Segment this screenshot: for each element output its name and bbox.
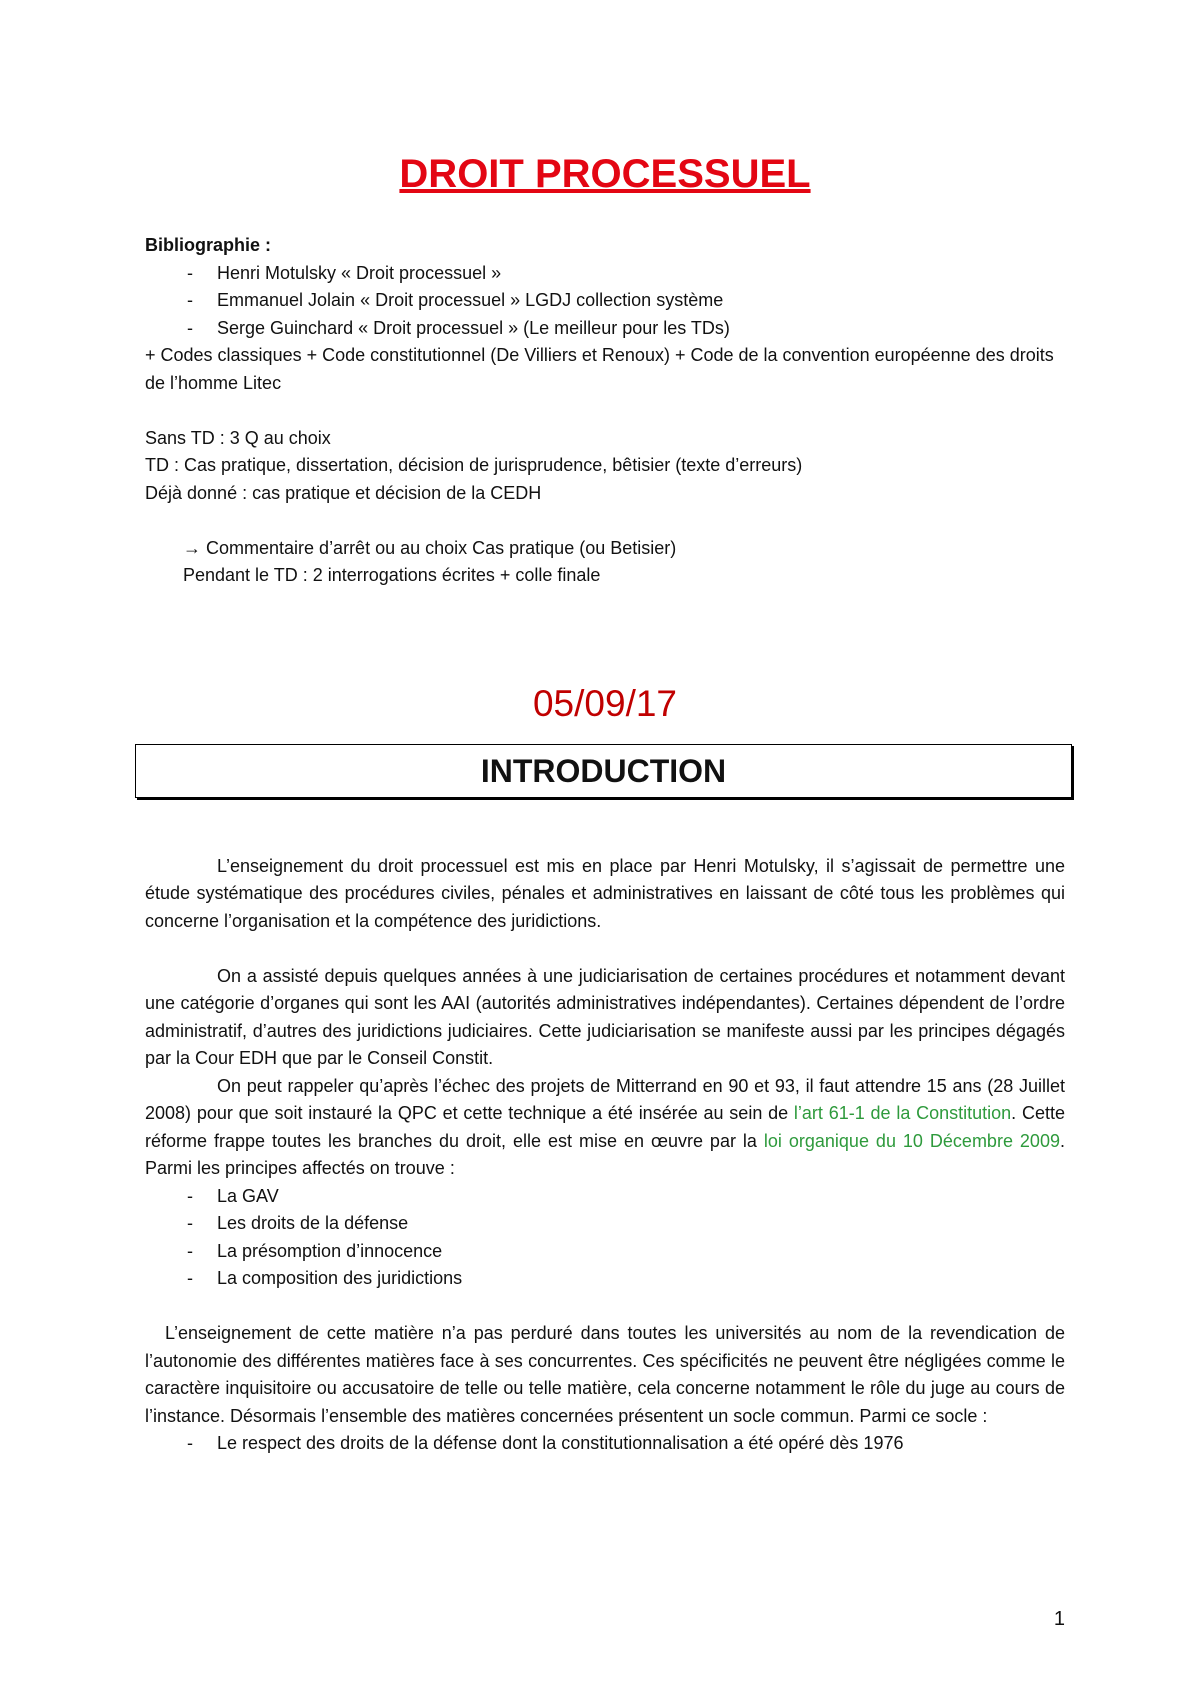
exam-arrow-line — [145, 535, 1065, 563]
legal-reference-art-61-1: l’art 61-1 de la Constitution — [793, 1103, 1012, 1123]
paragraph-judiciarisation: On a assisté depuis quelques années à une judiciarisation de certaines procédures et notamment devant une catégorie d’organes qui sont les AAI (autorités administratives indépendantes). Certaines dépendent de l’ordre administratif, d’autres des juridictions judiciaires. Cette judiciarisation se manifeste aussi par les principes dégagés par la Cour EDH que par le Conseil Constit. — [145, 965, 1065, 1068]
paragraph-intro: L’enseignement du droit processuel est mis en place par Henri Motulsky, il s’agissait de permettre une étude systématique des procédures civiles, pénales et administratives en laissant de côté tous les problèmes qui concerne l’organisation et la compétence des juridictions. — [145, 855, 1065, 931]
socle-item: - Le respect des droits de la défense dont la constitutionnalisation a été opéré dès 1976 — [145, 1430, 1065, 1458]
exam-td-line: Pendant le TD : 2 interrogations écrites + colle finale — [183, 565, 601, 585]
exam-line-td: TD : Cas pratique, dissertation, décision de jurisprudence, bêtisier (texte d’erreurs) — [145, 455, 803, 475]
principle-item: - La GAV — [145, 1183, 1065, 1211]
bibliography-item: - Henri Motulsky « Droit processuel » — [145, 260, 1065, 288]
paragraph-qpc — [145, 1073, 1065, 1183]
section-spacer — [145, 798, 1065, 853]
bibliography-item: - Serge Guinchard « Droit processuel » (Le meilleur pour les TDs) — [145, 315, 1065, 343]
blank-line — [145, 935, 1065, 963]
paragraph-qpc-text-b: . Cette réforme frappe toutes les branches du droit, elle est mise en œuvre par la — [145, 1103, 1065, 1151]
legal-reference-loi-organique: loi organique du 10 Décembre 2009 — [763, 1130, 1060, 1151]
principle-item: - Les droits de la défense — [145, 1210, 1065, 1238]
bibliography-codes: + Codes classiques + Code constitutionnel (De Villiers et Renoux) + Code de la convention européenne des droits de l’homme Litec — [145, 345, 1054, 393]
socle-list — [145, 1430, 1065, 1458]
bibliography-list — [145, 260, 1065, 343]
blank-line — [145, 397, 1065, 425]
lecture-date: 05/09/17 — [532, 682, 678, 724]
bibliography-item: - Emmanuel Jolain « Droit processuel » LGDJ collection système — [145, 287, 1065, 315]
document-title: DROIT PROCESSUEL — [399, 152, 811, 196]
principle-item: - La composition des juridictions — [145, 1265, 1065, 1293]
page-number: 1 — [1053, 1608, 1065, 1630]
principle-item: - La présomption d’innocence — [145, 1238, 1065, 1266]
blank-line — [145, 507, 1065, 535]
exam-arrow-text: Commentaire d’arrêt ou au choix Cas pratique (ou Betisier) — [206, 537, 677, 558]
blank-line — [145, 1293, 1065, 1321]
principles-list — [145, 1183, 1065, 1293]
section-heading-box: INTRODUCTION — [135, 744, 1072, 798]
arrow-right-icon: → — [183, 537, 201, 558]
paragraph-enseignement: L’enseignement de cette matière n’a pas perduré dans toutes les universités au nom de la revendication de l’autonomie des différentes matières face à ses concurrentes. Ces spécificités ne peuvent être négligées comme le caractère inquisitoire ou accusatoire de telle ou telle matière, cela concerne notamment le rôle du juge au cours de l’instance. Désormais l’ensemble des matières concernées présentent un socle commun. Parmi ce socle : — [145, 1323, 1065, 1426]
page-content — [145, 150, 1065, 1458]
exam-line-deja-donne: Déjà donné : cas pratique et décision de la CEDH — [145, 482, 542, 503]
paragraph-qpc-text-a: On peut rappeler qu’après l’échec des projets de Mitterrand en 90 et 93, il faut attendre 15 ans (28 Juillet 2008) pour que soit instauré la QPC et cette technique a été insérée au sein de — [145, 1075, 1065, 1123]
paragraph-qpc-text-c: . Parmi les principes affectés on trouve : — [145, 1130, 1065, 1178]
exam-line-sans-td: Sans TD : 3 Q au choix — [145, 427, 331, 448]
bibliography-label: Bibliographie : — [145, 235, 271, 255]
